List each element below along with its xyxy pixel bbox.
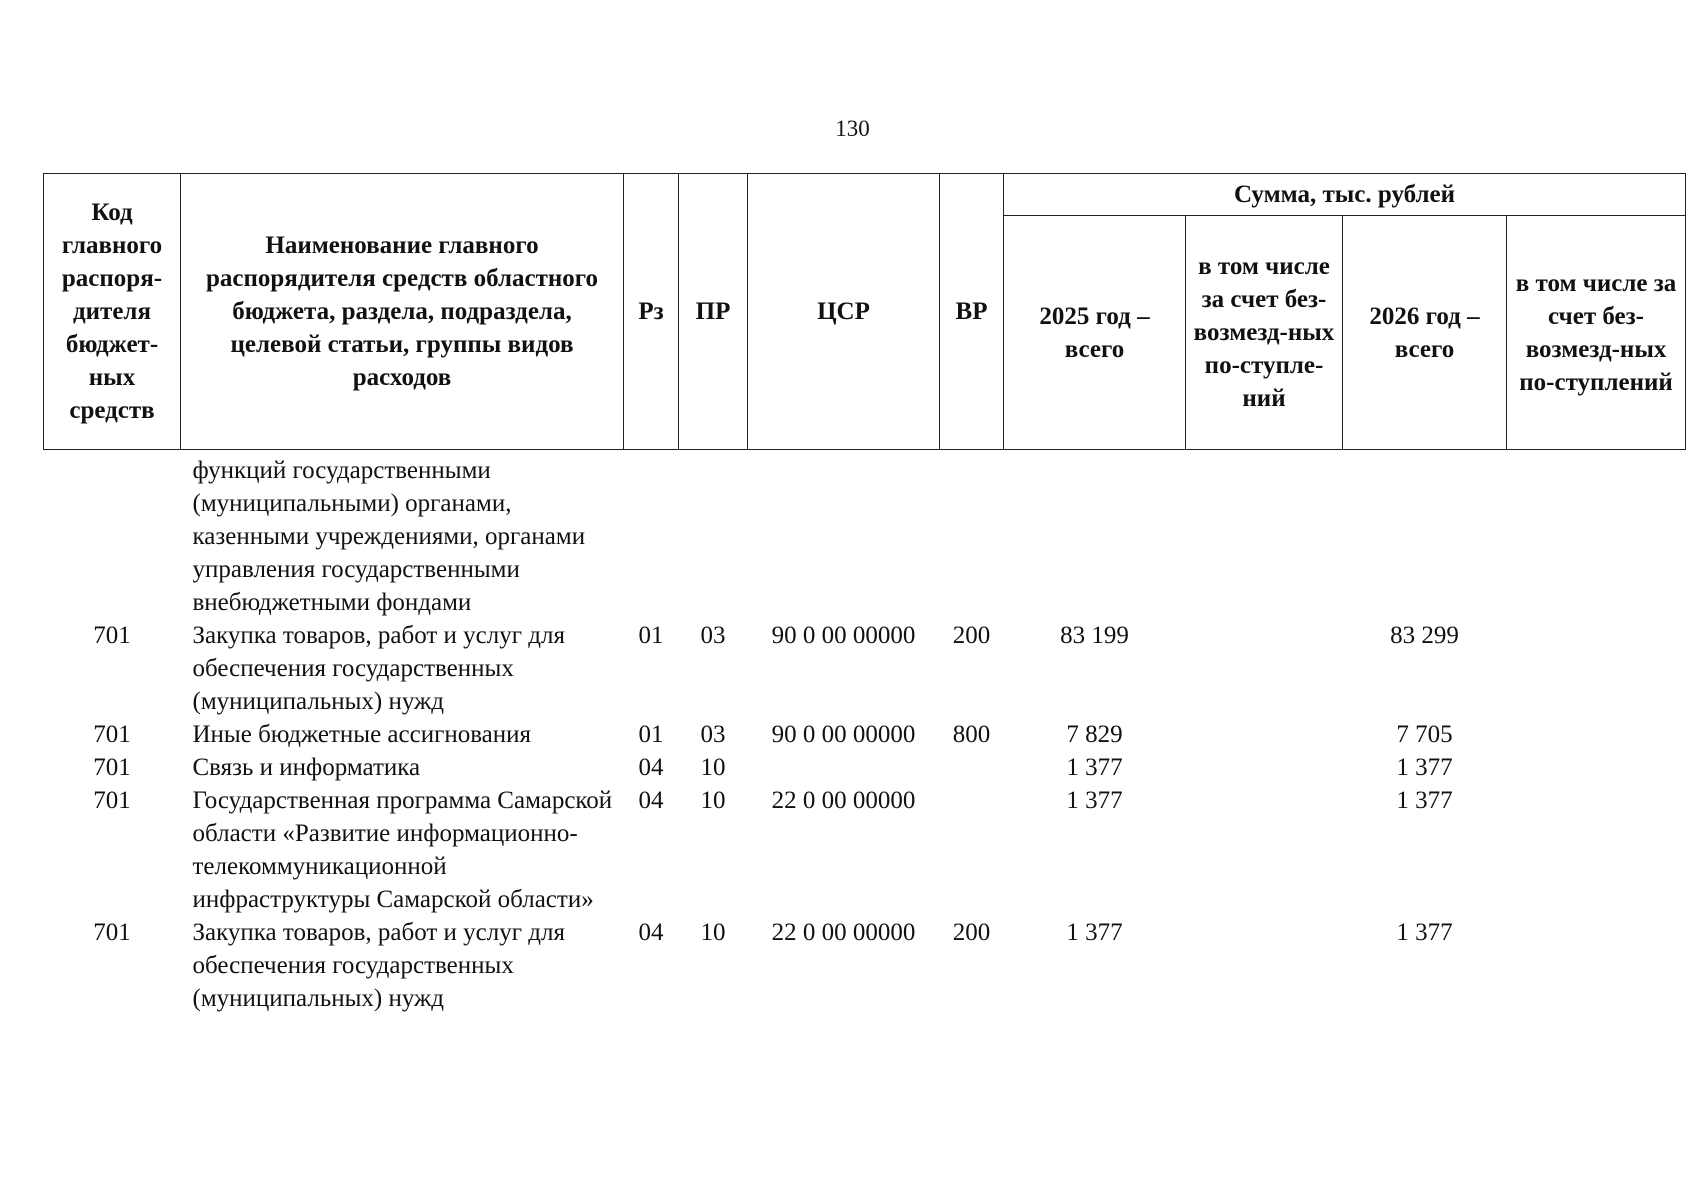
cell-csr: 22 0 00 00000 (771, 787, 916, 814)
cell-2025-free (1186, 619, 1343, 718)
cell-vr (940, 784, 1004, 916)
cell-csr (748, 751, 940, 784)
header-sum-group: Сумма, тыс. рублей (1004, 174, 1686, 216)
header-csr: ЦСР (748, 174, 940, 450)
page-number: 130 (835, 116, 870, 141)
cell-2026-free (1507, 751, 1686, 784)
cell-name: Закупка товаров, работ и услуг для обеспечения государственных (муниципальных) нужд (192, 622, 565, 715)
header-2025-free: в том числе за счет без-возмезд-ных по-ступле-ний (1186, 216, 1343, 450)
cell-name: Государственная программа Самарской области «Развитие информационно-телекоммуникационной инфраструктуры Самарской области» (192, 787, 613, 913)
table-row (44, 619, 1686, 718)
cell-2025-total: 1 377 (1066, 919, 1123, 946)
cell-code: 701 (93, 754, 131, 781)
cell-pr (679, 450, 748, 620)
cell-code: 701 (93, 919, 131, 946)
cell-rz: 01 (638, 721, 664, 748)
cell-2025-total: 1 377 (1066, 787, 1123, 814)
cell-pr: 10 (700, 919, 726, 946)
cell-rz: 04 (638, 787, 664, 814)
cell-2026-free (1507, 619, 1686, 718)
budget-table (43, 173, 1686, 1015)
cell-rz: 04 (638, 754, 664, 781)
table-row (44, 784, 1686, 916)
cell-pr: 03 (700, 622, 726, 649)
cell-vr (940, 751, 1004, 784)
header-pr: ПР (679, 174, 748, 450)
header-2026-total: 2026 год – всего (1343, 216, 1507, 450)
cell-csr: 22 0 00 00000 (771, 919, 916, 946)
header-code: Код главного распоря-дителя бюджет-ных средств (44, 174, 181, 450)
cell-2026-free (1507, 784, 1686, 916)
cell-code (44, 450, 181, 620)
cell-code: 701 (93, 622, 131, 649)
table-header (44, 174, 1686, 450)
cell-2025-total: 83 199 (1060, 622, 1129, 649)
table-body (44, 450, 1686, 1016)
cell-2026-free (1507, 916, 1686, 1015)
cell-rz: 04 (638, 919, 664, 946)
cell-pr: 10 (700, 754, 726, 781)
header-2026-free: в том числе за счет без-возмезд-ных по-ступлений (1507, 216, 1686, 450)
cell-2026-total: 7 705 (1396, 721, 1453, 748)
header-2025-total: 2025 год – всего (1004, 216, 1186, 450)
cell-csr: 90 0 00 00000 (771, 622, 916, 649)
table-row (44, 718, 1686, 751)
cell-2026-total: 83 299 (1390, 622, 1459, 649)
cell-pr: 03 (700, 721, 726, 748)
cell-csr (748, 450, 940, 620)
cell-2025-total: 1 377 (1066, 754, 1123, 781)
cell-name: Закупка товаров, работ и услуг для обеспечения государственных (муниципальных) нужд (192, 919, 565, 1012)
header-rz: Рз (624, 174, 679, 450)
cell-2026-free (1507, 450, 1686, 620)
cell-2025-total (1004, 450, 1186, 620)
header-vr: ВР (940, 174, 1004, 450)
cell-name: Иные бюджетные ассигнования (192, 721, 532, 748)
cell-2026-total: 1 377 (1396, 919, 1453, 946)
cell-name: Связь и информатика (192, 754, 421, 781)
cell-2026-total: 1 377 (1396, 787, 1453, 814)
cell-rz (624, 450, 679, 620)
table-row (44, 450, 1686, 620)
cell-vr: 800 (952, 721, 991, 748)
header-name: Наименование главного распорядителя средств областного бюджета, раздела, подраздела, целевой статьи, группы видов расходов (181, 174, 624, 450)
cell-2025-total: 7 829 (1066, 721, 1123, 748)
cell-2026-free (1507, 718, 1686, 751)
cell-rz: 01 (638, 622, 664, 649)
cell-2026-total: 1 377 (1396, 754, 1453, 781)
cell-2025-free (1186, 916, 1343, 1015)
cell-csr: 90 0 00 00000 (771, 721, 916, 748)
cell-code: 701 (93, 787, 131, 814)
table-row (44, 751, 1686, 784)
cell-2025-free (1186, 718, 1343, 751)
cell-2025-free (1186, 450, 1343, 620)
cell-2026-total (1343, 450, 1507, 620)
cell-2025-free (1186, 784, 1343, 916)
cell-vr (940, 450, 1004, 620)
cell-vr: 200 (952, 622, 991, 649)
cell-name: функций государственными (муниципальными) органами, казенными учреждениями, органами управления государственными внебюджетными фондами (192, 457, 586, 616)
cell-vr: 200 (952, 919, 991, 946)
table-row (44, 916, 1686, 1015)
cell-pr: 10 (700, 787, 726, 814)
cell-code: 701 (93, 721, 131, 748)
cell-2025-free (1186, 751, 1343, 784)
